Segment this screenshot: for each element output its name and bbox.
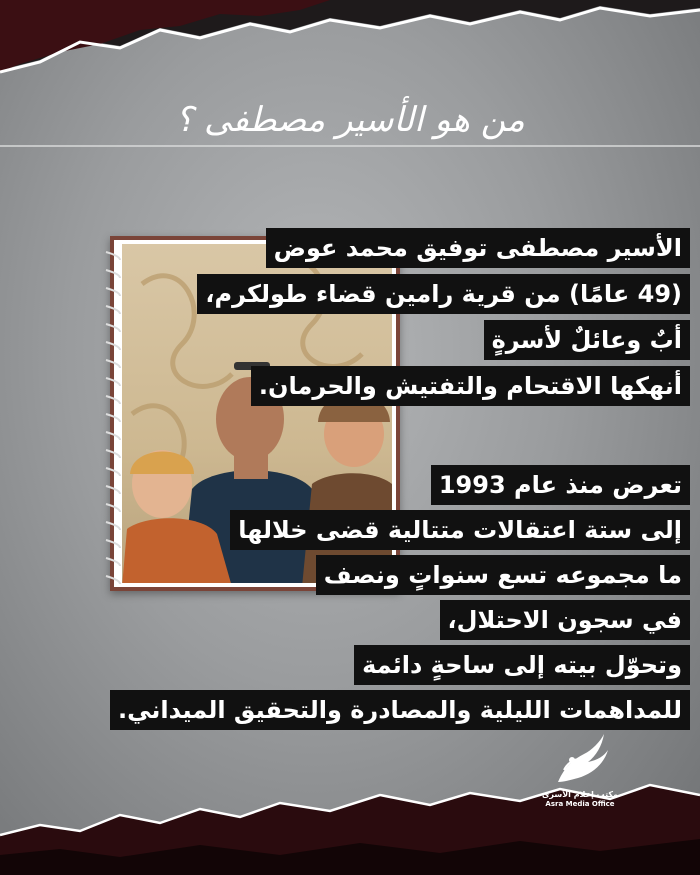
logo-name-ar: مكتب إعلام الأسرى — [542, 790, 618, 799]
detail-line: إلى ستة اعتقالات متتالية قضى خلالها — [110, 510, 690, 550]
asra-media-office-logo — [540, 730, 620, 820]
intro-line: (49 عامًا) من قرية رامين قضاء طولكرم، — [197, 274, 690, 314]
detail-text — [110, 465, 690, 735]
torn-edge-top — [0, 0, 700, 90]
page-title: من هو الأسير مصطفى ؟ — [175, 100, 525, 140]
intro-line: أنهكها الاقتحام والتفتيش والحرمان. — [197, 366, 690, 406]
title-divider — [0, 145, 700, 147]
detail-line: في سجون الاحتلال، — [110, 600, 690, 640]
intro-line: أبٌ وعائلٌ لأسرةٍ — [197, 320, 690, 360]
intro-line: الأسير مصطفى توفيق محمد عوض — [197, 228, 690, 268]
logo-name-en: Asra Media Office — [545, 800, 615, 808]
detail-line: ما مجموعه تسع سنواتٍ ونصف — [110, 555, 690, 595]
detail-line: للمداهمات الليلية والمصادرة والتحقيق الميداني. — [110, 690, 690, 730]
dove-icon — [550, 730, 610, 790]
detail-line: تعرض منذ عام 1993 — [110, 465, 690, 505]
detail-line: وتحوّل بيته إلى ساحةٍ دائمة — [110, 645, 690, 685]
intro-text — [197, 228, 690, 412]
